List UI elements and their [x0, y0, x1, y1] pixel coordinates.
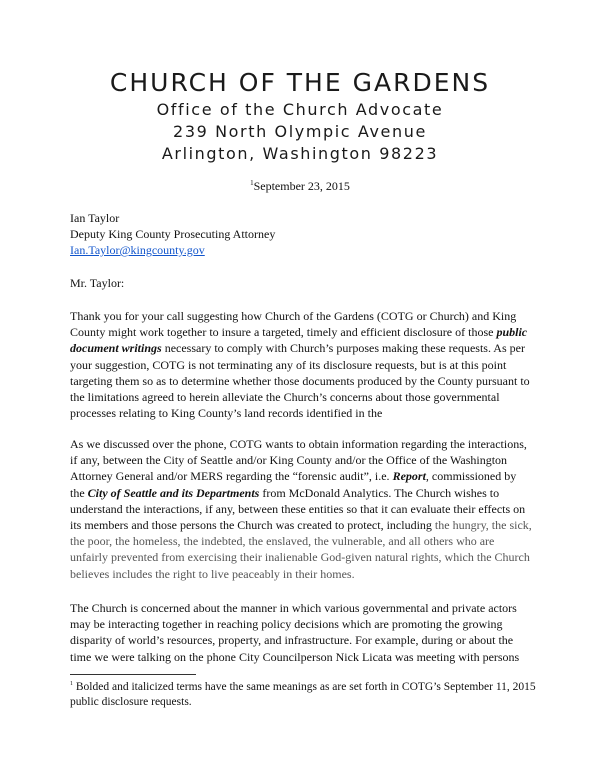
- defined-term-report: Report: [392, 469, 426, 484]
- paragraph-2-text-c: from McDonald Analytics. The Church wishes to understand the interactions, if any, between these entities so that it can evaluate their effects on its members and those persons the Church was created to protect, including: [70, 485, 526, 533]
- defined-term-public-document-writings: public document writings: [70, 325, 528, 356]
- paragraph-2-quoted-text: the hungry, the sick, the poor, the homeless, the indebted, the enslaved, the vulnerable, and all others who are unfairly prevented from exercising their inalienable God-given natural rights, which the Church believes includes the right to live peaceably in their homes.: [70, 518, 532, 581]
- office-name: Office of the Church Advocate: [156, 100, 444, 119]
- letter-date: [0, 178, 600, 194]
- footnote-text: Bolded and italicized terms have the same meanings as are set forth in COTG’s September 11, 2015 public disclosure requests.: [70, 681, 536, 708]
- defined-term-city-of-seattle: City of Seattle and its Departments: [87, 485, 260, 500]
- date-text: September 23, 2015: [253, 179, 350, 193]
- addressee-name: Ian Taylor: [70, 211, 120, 225]
- salutation: Mr. Taylor:: [70, 276, 125, 290]
- addressee-title: Deputy King County Prosecuting Attorney: [70, 227, 276, 241]
- paragraph-2-text-b: , commissioned by the: [70, 469, 517, 500]
- letterhead: [0, 66, 600, 165]
- body-paragraph-2: [70, 436, 532, 582]
- street-address: 239 North Olympic Avenue: [173, 122, 427, 141]
- addressee-email-link[interactable]: Ian.Taylor@kingcounty.gov: [70, 243, 205, 257]
- organization-name: CHURCH OF THE GARDENS: [109, 68, 491, 97]
- footnote: [70, 680, 540, 710]
- body-paragraph-1: [70, 308, 532, 421]
- footnote-divider: [70, 674, 196, 675]
- footnote-mark: 1: [70, 681, 73, 688]
- paragraph-1-text-b: necessary to comply with Church’s purposes making these requests. As per your suggestion, COTG is not terminating any of its disclosure requests, but is at this point targeting them so as to determine whether those documents produced by the County pursuant to the limitations agreed to herein alleviate the Church’s concerns about those governmental processes relating to King County’s land records identified in the: [70, 341, 530, 421]
- paragraph-2-text-a: As we discussed over the phone, COTG wants to obtain information regarding the interactions, if any, between the City of Seattle and/or King County and/or the Office of the Washington Attorney General and/or MERS regarding the “forensic audit”, i.e.: [70, 437, 527, 484]
- addressee-block: [70, 210, 275, 258]
- paragraph-1-text-a: Thank you for your call suggesting how Church of the Gardens (COTG or Church) and King County might work together to insure a targeted, timely and efficient disclosure of those: [70, 309, 517, 340]
- city-address: Arlington, Washington 98223: [161, 144, 439, 163]
- date-footnote-mark: 1: [250, 179, 254, 187]
- body-paragraph-3: The Church is concerned about the manner in which various governmental and private actors may be interacting together in reaching policy decisions which are promoting the growing disparity of world’s resources, property, and infrastructure. For example, during or about the time we were talking on the phone City Councilperson Nick Licata was meeting with persons: [70, 601, 520, 664]
